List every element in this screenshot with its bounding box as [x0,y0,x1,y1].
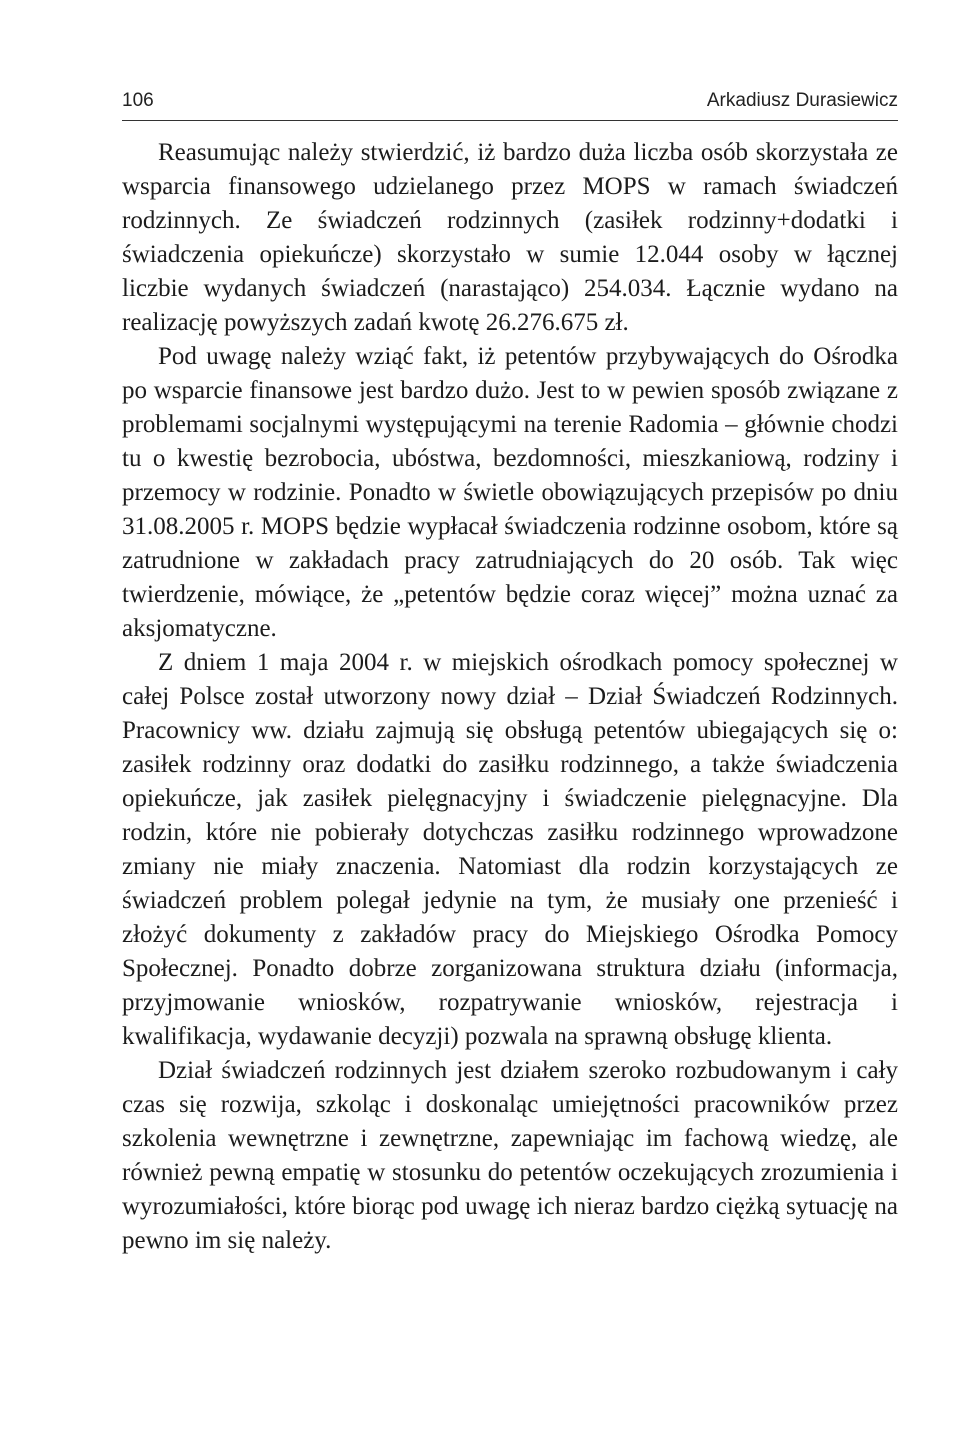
paragraph-petitioners: Pod uwagę należy wziąć fakt, iż petentów przybywających do Ośrodka po wsparcie finansowe jest bardzo dużo. Jest to w pewien sposób związane z problemami socjalnymi występującymi na terenie Radomia – głównie chodzi tu o kwestię bezrobocia, ubóstwa, bezdomności, mieszkaniową, rodziny i przemocy w rodzinie. Ponadto w świetle obowiązujących przepisów po dniu 31.08.2005 r. MOPS będzie wypłacał świadczenia rodzinne osobom, które są zatrudnione w zakładach pracy zatrudniających do 20 osób. Tak więc twierdzenie, mówiące, że „petentów będzie coraz więcej” można uznać za aksjomatyczne. [122,343,898,642]
running-head [122,86,898,118]
running-head-author: Arkadiusz Durasiewicz [706,90,898,111]
paragraph-new-department: Z dniem 1 maja 2004 r. w miejskich ośrodkach pomocy społecznej w całej Polsce został utworzony nowy dział – Dział Świadczeń Rodzinnych. Pracownicy ww. działu zajmują się obsługą petentów ubiegających się o: zasiłek rodzinny oraz dodatki do zasiłku rodzinnego, a także świadczenia opiekuńcze, jak zasiłek pielęgnacyjny i świadczenie pielęgnacyjne. Dla rodzin, które nie pobierały dotychczas zasiłku rodzinnego wprowadzone zmiany nie miały znaczenia. Natomiast dla rodzin korzystających ze świadczeń problem polegał jedynie na tym, że musiały one przenieść i złożyć dokumenty z zakładów pracy do Miejskiego Ośrodka Pomocy Społecznej. Ponadto dobrze zorganizowana struktura działu (informacja, przyjmowanie wniosków, rozpatrywanie wniosków, rejestracja i kwalifikacja, wydawanie decyzji) pozwala na sprawną obsługę klienta. [122,649,898,1050]
body-text [122,136,898,1258]
paragraph-department-development: Dział świadczeń rodzinnych jest działem szeroko rozbudowanym i cały czas się rozwija, szkoląc i doskonaląc umiejętności pracowników przez szkolenia wewnętrzne i zewnętrzne, zapewniając im fachową wiedzę, ale również pewną empatię w stosunku do petentów oczekujących zrozumienia i wyrozumiałości, które biorąc pod uwagę ich nieraz bardzo ciężką sytuację na pewno im się należy. [122,1057,898,1254]
paragraph-summary: Reasumując należy stwierdzić, iż bardzo duża liczba osób skorzystała ze wsparcia finansowego udzielanego przez MOPS w ramach świadczeń rodzinnych. Ze świadczeń rodzinnych (zasiłek rodzinny+dodatki i świadczenia opiekuńcze) skorzystało w sumie 12.044 osoby w łącznej liczbie wydanych świadczeń (narastająco) 254.034. Łącznie wydano na realizację powyższych zadań kwotę 26.276.675 zł. [122,139,898,336]
header-rule [122,120,898,121]
page-number: 106 [122,90,154,111]
